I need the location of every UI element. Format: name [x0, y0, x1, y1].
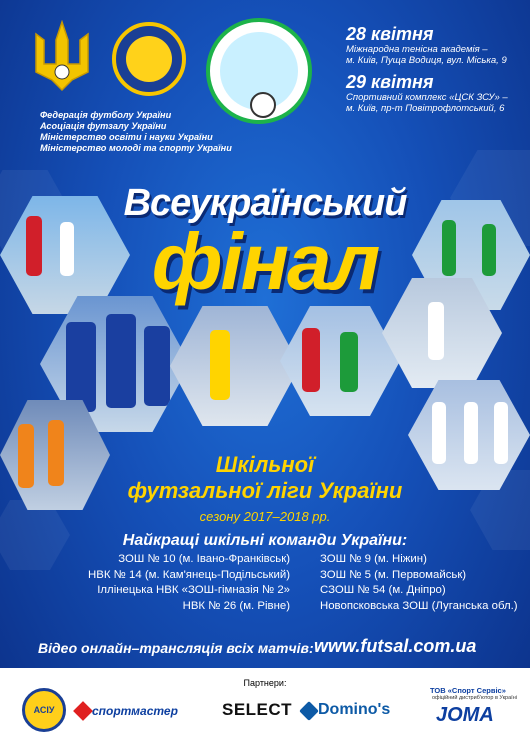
- ffu-trident-logo: [34, 20, 90, 92]
- player-figure: [428, 302, 444, 360]
- website-link[interactable]: www.futsal.com.ua: [314, 636, 477, 656]
- school-item: СЗОШ № 54 (м. Дніпро): [320, 584, 446, 596]
- organization-name: Міністерство освіти і науки України: [40, 132, 213, 142]
- season-label: сезону 2017–2018 рр.: [199, 509, 331, 524]
- organization-name: Асоціація футзалу України: [40, 121, 167, 131]
- select-logo: SELECT: [222, 700, 293, 719]
- broadcast-text: Відео онлайн–трансляція всіх матчів:: [38, 640, 314, 656]
- partners-footer: [0, 668, 530, 750]
- schools-left-column: [50, 552, 290, 614]
- event-venue: [346, 92, 508, 114]
- partners-label: Партнери:: [243, 678, 287, 688]
- venue-address: м. Київ, Пуща Водиця, вул. Міська, 9: [346, 55, 507, 66]
- goal-photo: [170, 306, 300, 426]
- best-teams-heading: Найкращі шкільні команди України:: [122, 532, 408, 549]
- subtitle-line-1: Шкільної: [215, 452, 315, 477]
- distributor-label: офіційний дистриб'ютор в Україні: [432, 695, 517, 701]
- event-dates: [346, 24, 508, 120]
- school-item: ЗОШ № 5 (м. Первомайськ): [320, 568, 467, 581]
- goalkeeper-figure: [210, 330, 230, 400]
- ball-icon: [250, 92, 276, 118]
- dominos-icon: [299, 701, 319, 721]
- organization-name: Федерація футболу України: [40, 110, 172, 120]
- school-item: ЗОШ № 10 (м. Івано-Франківськ): [118, 553, 290, 565]
- event-date: 28 квітня: [346, 24, 434, 44]
- player-figure: [144, 326, 170, 406]
- schools-right-column: [320, 552, 520, 614]
- dominos-logo: Domino's: [318, 701, 391, 718]
- event-venue: [346, 44, 508, 66]
- player-figure: [66, 322, 96, 412]
- venue-name: Міжнародна тенісна академія –: [346, 44, 488, 55]
- school-item: Новопсковська ЗОШ (Луганська обл.): [320, 599, 518, 612]
- match-photo: [280, 306, 400, 416]
- venue-name: Спортивний комплекс «ЦСК ЗСУ» –: [346, 92, 508, 103]
- venue-address: м. Київ, пр-т Повітрофлотський, 6: [346, 103, 505, 114]
- player-figure: [106, 314, 136, 408]
- sportmaster-logo: спортмастер: [92, 704, 178, 718]
- school-item: НВК № 26 (м. Рівне): [182, 599, 290, 612]
- association-emblem: [126, 36, 172, 82]
- title-line-2: фінал: [151, 217, 379, 306]
- school-item: Іллінецька НВК «ЗОШ-гімназія № 2»: [97, 584, 290, 596]
- subtitle-line-2: футзальної ліги України: [127, 478, 403, 503]
- sportmaster-icon: [73, 701, 93, 721]
- joma-logo: JOMA: [436, 704, 494, 726]
- futsal-association-logo: [112, 22, 186, 96]
- school-item: НВК № 14 (м. Кам'янець-Подільський): [88, 568, 290, 581]
- school-item: ЗОШ № 9 (м. Ніжин): [320, 553, 427, 565]
- player-figure: [302, 328, 320, 392]
- organizations-list: [40, 110, 232, 154]
- sport-service-label: ТОВ «Спорт Сервіс»: [430, 686, 506, 695]
- school-futsal-league-logo: [206, 18, 312, 124]
- organization-name: Міністерство молоді та спорту України: [40, 143, 232, 153]
- acy-logo: [22, 688, 66, 732]
- title-line-1: Всеукраїнський: [123, 182, 407, 224]
- player-figure: [340, 332, 358, 392]
- acy-logo-text: АСІУ: [33, 705, 55, 715]
- event-date: 29 квітня: [346, 72, 434, 92]
